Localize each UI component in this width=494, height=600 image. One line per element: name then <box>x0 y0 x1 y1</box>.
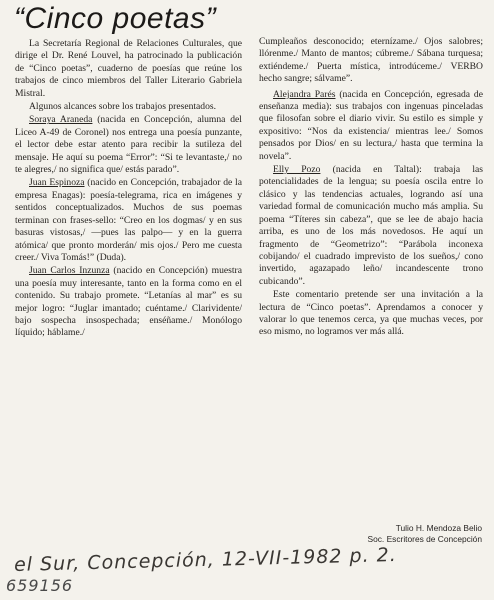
paragraph-body: (nacida en Concepción, egresada de enseñanza media): sus trabajos con ingenuas pinceladas que filosofan sobre el diario vivir. Su estilo es simple y expositivo: “Nos da existencia/ mientras lee./ Somos pensados por Dios/ en su lectura,/ hasta que termina la novela”. <box>259 88 483 162</box>
archive-number: 659156 <box>6 576 74 595</box>
paragraph-pozo <box>259 164 483 288</box>
author-affiliation: Soc. Escritores de Concepción <box>367 534 482 544</box>
paragraph-body: (nacido en Concepción, trabajador de la empresa Enagas): poesía-telegrama, rica en imágenes y sentidos conceptualizados. Muchos de sus poemas terminan con frases-sello: “Creo en los dogmas/ y en sus basuras vistosas,/ —pues las palpo— y en la guerra atómica/ que pronto morderán/ mis ojos./ Pero me cuesta creer./ Viva Tomás!” (Duda). <box>15 177 242 263</box>
handwritten-source-note: el Sur, Concepción, 12-VII-1982 p. 2. <box>13 543 398 577</box>
poet-name: Elly Pozo <box>273 164 321 176</box>
paragraph-closing: Este comentario pretende ser una invitación a la lectura de “Cinco poetas”. Aprendamos a conocer y valorar lo que tenemos cerca, ya que muchas veces, por eso mismo, no logramos ver más allá. <box>259 289 483 338</box>
paragraph-inzunza <box>15 265 242 339</box>
right-column <box>259 36 483 340</box>
paragraph-intro: La Secretaría Regional de Relaciones Culturales, que dirige el Dr. René Louvel, ha patrocinado la publicación de “Cinco poetas”, cuaderno de poesías que reúne los trabajos de cinco miembros del Taller Literario Gabriela Mistral. <box>15 38 242 99</box>
paragraph-body: (nacida en Concepción, alumna del Liceo A-49 de Coronel) nos entrega una poesía punzante, el lector debe estar atento para recibir la sutileza del mensaje. He aquí su poema “Error”: “Si te levantaste,/ no te alegres,/ no significa que/ estás parado”. <box>15 114 242 176</box>
author-signature <box>300 523 482 545</box>
poet-name: Juan Carlos Inzunza <box>29 265 110 277</box>
paragraph-body: (nacido en Concepción) muestra una poesía muy interesante, tanto en la forma como en el contenido. Su trabajo promete. “Letanías al mar” es su mejor logro: “Juglar imantado; cuéntame./ Clarividente/ bajo sospecha insospechada; enséñame./ Monólogo líquido; háblame./ <box>15 265 242 339</box>
left-column <box>15 38 242 341</box>
paragraph-body: (nacida en Taltal): trabaja las potencialidades de la lengua; su poesía oscila entre lo clásico y las tendencias actuales, logrando así una variedad formal de comunicación mucho más amplia. Su poema “Títeres sin cabeza”, que se lee de abajo hacia arriba, es uno de los más novedosos. He aquí un fragmento de “Geometrizo”: “Parábola inconexa cobijando/ el cuadrado imprevisto de los sueños,/ cono invertido, agazapado leño/ incandescente trono cubicando”. <box>259 164 484 287</box>
article-title: “Cinco poetas” <box>14 2 217 35</box>
paragraph-alcances: Algunos alcances sobre los trabajos presentados. <box>29 101 217 113</box>
paragraph-continuation: Cumpleaños desconocido; eternízame./ Ojos salobres; llórenme./ Manto de mantos; cúbreme./ Sábana turquesa; extiéndeme./ Puerta mística, introdúceme./ VERBO hecho sangre; sálvame”. <box>259 36 483 85</box>
poet-name: Juan Espinoza <box>29 177 85 189</box>
author-name: Tulio H. Mendoza Belio <box>395 523 482 533</box>
paragraph-soraya <box>15 114 242 176</box>
poet-name: Soraya Araneda <box>29 114 93 126</box>
poet-name: Alejandra Parés <box>273 88 336 100</box>
paragraph-pares <box>259 89 483 163</box>
paragraph-espinoza <box>15 177 242 264</box>
